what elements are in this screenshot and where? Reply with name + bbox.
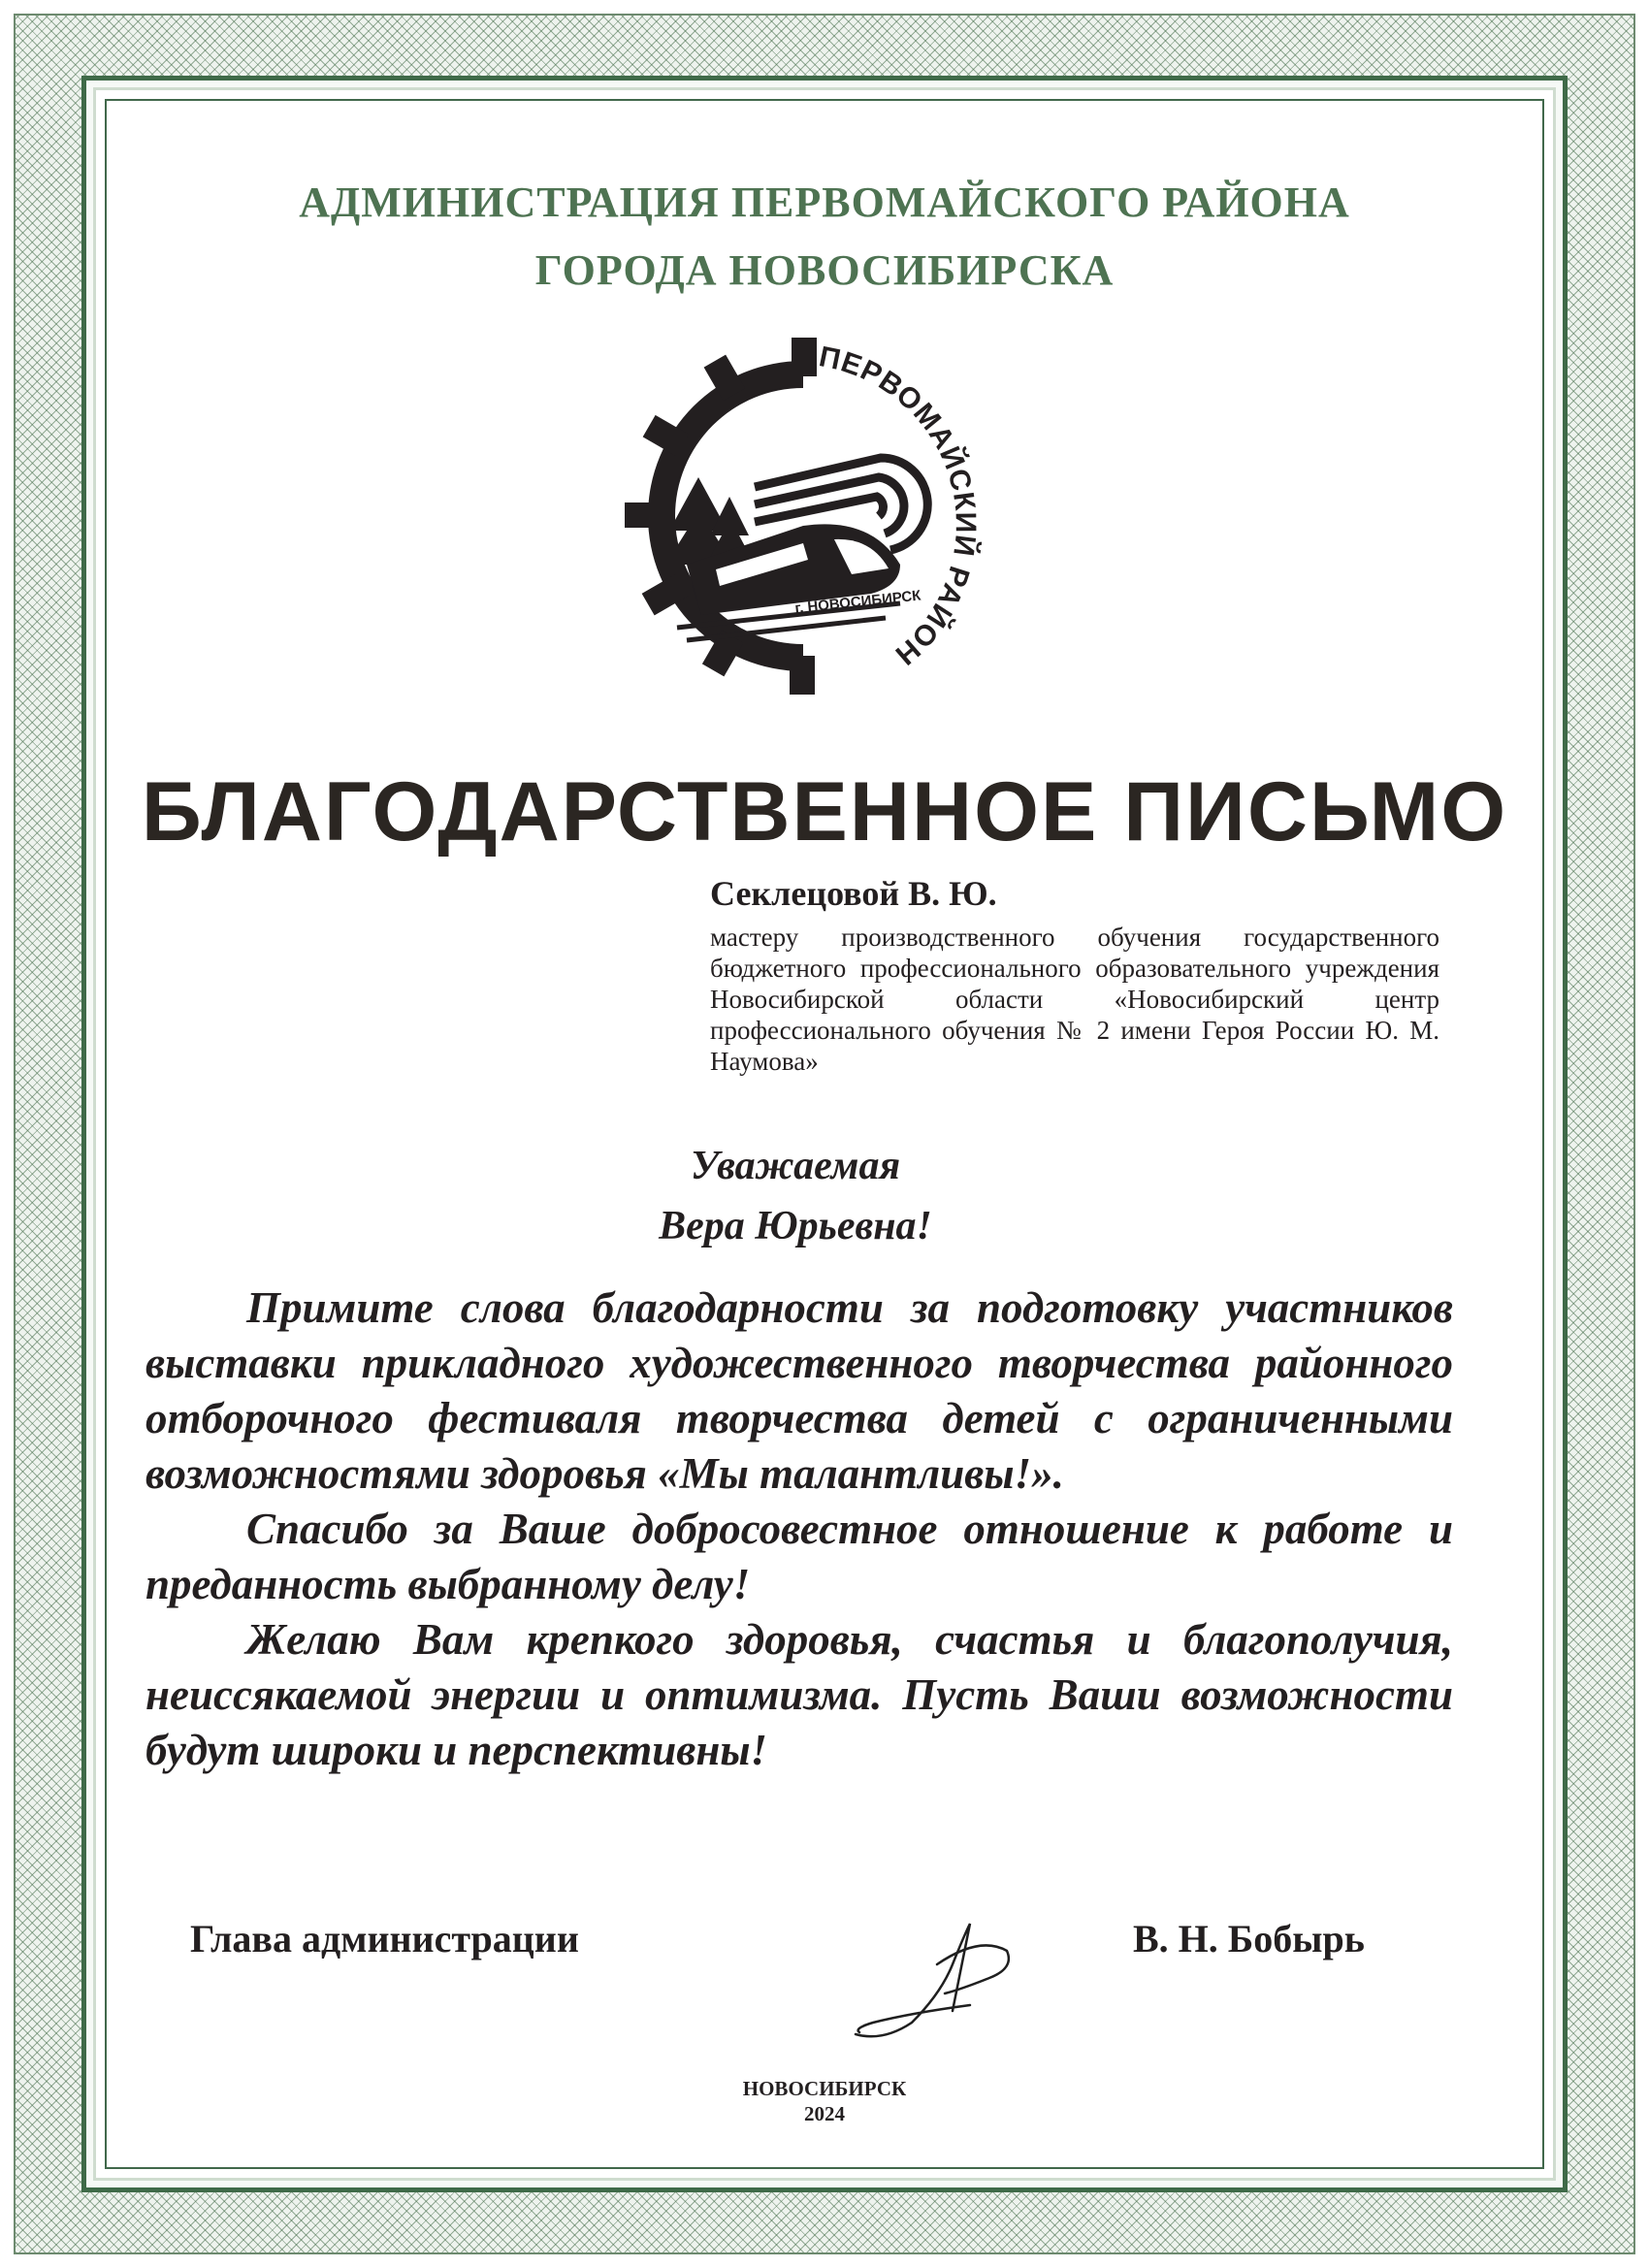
organization-title-line2: ГОРОДА НОВОСИБИРСКА: [534, 246, 1115, 294]
year-label: 2024: [804, 2102, 845, 2125]
place-and-year: [0, 2076, 1649, 2126]
body-paragraph-thanks: Спасибо за Ваше добросовестное отношение к работе и преданность выбранному делу!: [146, 1505, 1453, 1608]
signature-icon: [844, 1896, 1038, 2052]
district-emblem-icon: [609, 332, 997, 700]
svg-text:г. НОВОСИБИРСК: г. НОВОСИБИРСК: [793, 587, 922, 617]
greeting-addressee: Вера Юрьевна!: [659, 1204, 932, 1248]
organization-title-line1: АДМИНИСТРАЦИЯ ПЕРВОМАЙСКОГО РАЙОНА: [299, 178, 1350, 226]
letter-body: [146, 1280, 1453, 1778]
greeting-salutation: Уважаемая: [690, 1144, 901, 1188]
recipient-role: мастеру производственного обучения государственного бюджетного профессионального образовательного учреждения Новосибирской области «Новосибирский центр профессионального обучения № 2 имени Героя России Ю. М. Наумова»: [710, 923, 1439, 1076]
body-paragraph-gratitude: Примите слова благодарности за подготовку участников выставки прикладного художественного творчества районного отборочного фестиваля творчества детей с ограниченными возможностями здоровья «Мы талантливы!».: [146, 1283, 1453, 1498]
body-paragraph-wishes: Желаю Вам крепкого здоровья, счастья и благополучия, неиссякаемой энергии и оптимизма. Пусть Ваши возможности будут широки и перспективны!: [146, 1615, 1453, 1774]
recipient-name: Секлецовой В. Ю.: [710, 874, 997, 913]
recipient-block: [710, 873, 1439, 1077]
signatory-position: Глава администрации: [190, 1917, 579, 1960]
document-title: БЛАГОДАРСТВЕННОЕ ПИСЬМО: [141, 765, 1508, 859]
city-label: НОВОСИБИРСК: [742, 2077, 907, 2100]
signatory-name: В. Н. Бобырь: [1133, 1917, 1365, 1960]
svg-text:ПЕРВОМАЙСКИЙ РАЙОН: ПЕРВОМАЙСКИЙ РАЙОН: [816, 340, 982, 672]
